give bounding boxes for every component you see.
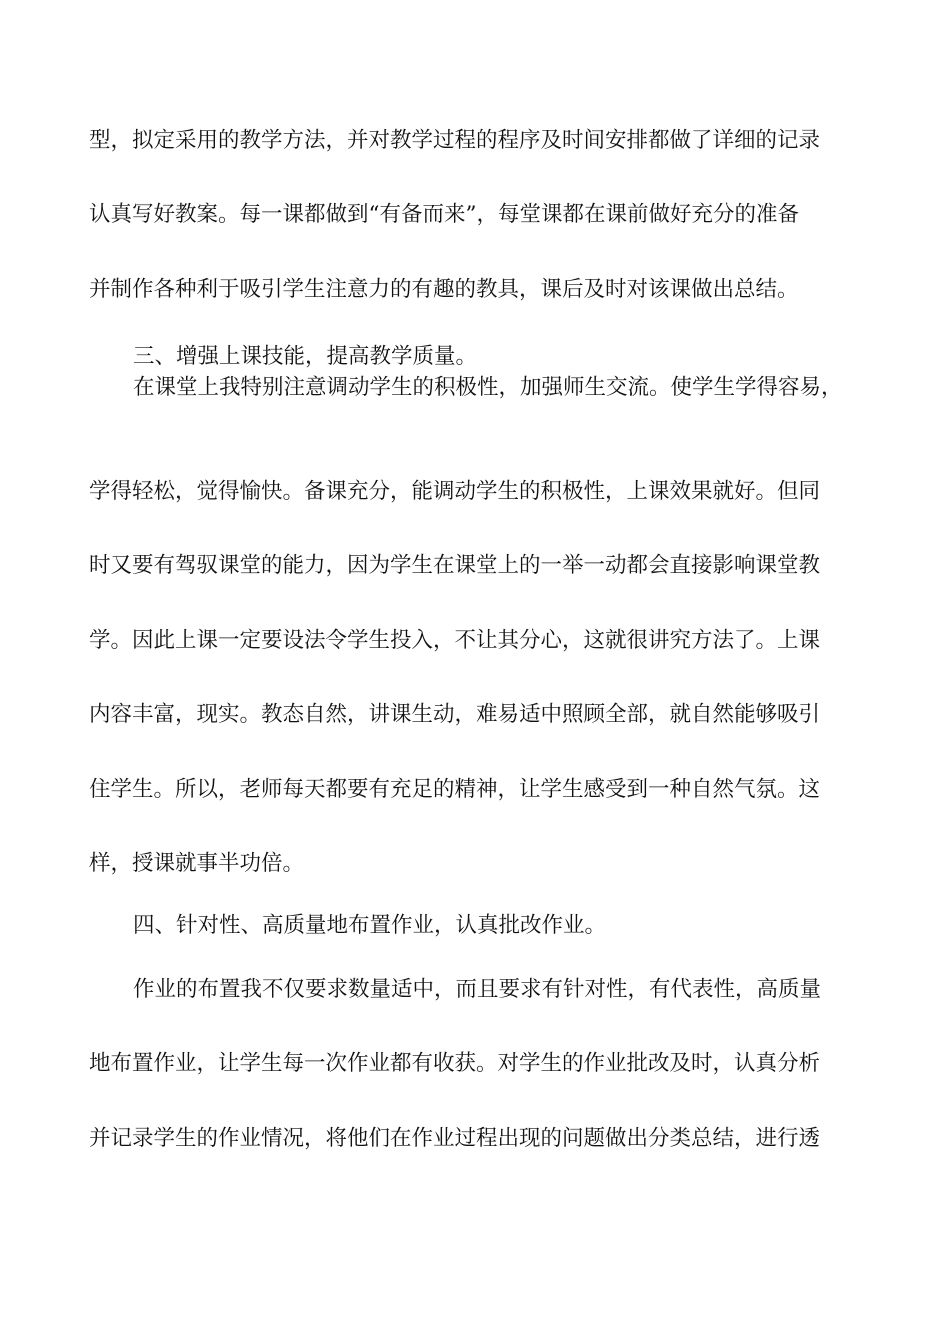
text-line-1: 型，拟定采用的教学方法，并对教学过程的程序及时间安排都做了详细的记录 [89,128,821,153]
text-line-15: 并记录学生的作业情况，将他们在作业过程出现的问题做出分类总结，进行透 [89,1126,821,1151]
text-line-8: 学。因此上课一定要设法令学生投入，不让其分心，这就很讲究方法了。上课 [89,628,821,653]
text-line-13: 作业的布置我不仅要求数量适中，而且要求有针对性，有代表性，高质量 [133,977,822,1002]
text-line-7: 时又要有驾驭课堂的能力，因为学生在课堂上的一举一动都会直接影响课堂教 [89,553,821,578]
section-heading-3: 三、增强上课技能，提高教学质量。 [133,344,478,369]
text-line-3: 并制作各种利于吸引学生注意力的有趣的教具，课后及时对该课做出总结。 [89,277,799,302]
text-line-10: 住学生。所以，老师每天都要有充足的精神，让学生感受到一种自然气氛。这 [89,777,821,802]
text-line-2: 认真写好教案。每一课都做到“有备而来”，每堂课都在课前做好充分的准备 [89,202,799,227]
section-heading-4: 四、针对性、高质量地布置作业，认真批改作业。 [133,913,607,938]
text-line-6: 学得轻松，觉得愉快。备课充分，能调动学生的积极性，上课效果就好。但同 [89,479,821,504]
text-line-11: 样，授课就事半功倍。 [89,851,305,876]
text-line-9: 内容丰富，现实。教态自然，讲课生动，难易适中照顾全部，就自然能够吸引 [89,702,821,727]
text-line-14: 地布置作业，让学生每一次作业都有收获。对学生的作业批改及时，认真分析 [89,1051,821,1076]
text-line-5: 在课堂上我特别注意调动学生的积极性，加强师生交流。使学生学得容易， [133,375,843,400]
